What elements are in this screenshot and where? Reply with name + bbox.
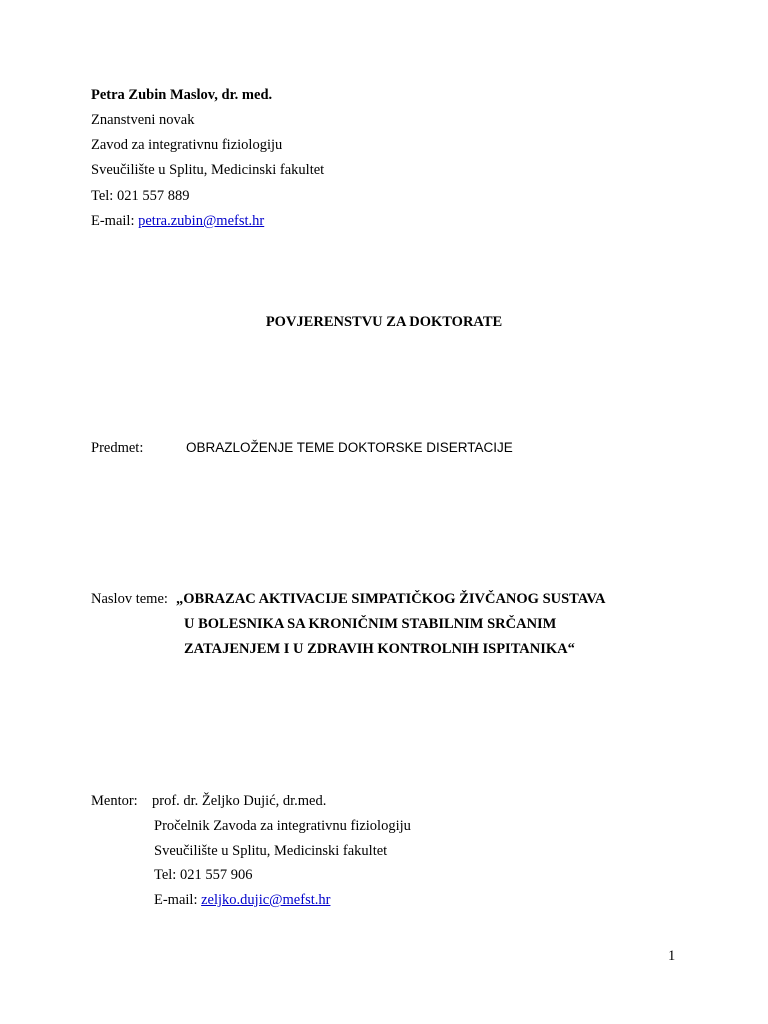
- sender-tel: Tel: 021 557 889: [91, 188, 190, 204]
- sender-position: Znanstveni novak: [91, 112, 195, 128]
- title-label: Naslov teme:: [91, 591, 168, 607]
- page-number: 1: [668, 948, 676, 964]
- mentor-email-line: [154, 891, 330, 909]
- recipient-heading: POVJERENSTVU ZA DOKTORATE: [265, 314, 503, 330]
- mentor-name: prof. dr. Željko Dujić, dr.med.: [152, 793, 327, 809]
- mentor-email-label: E-mail:: [154, 892, 202, 908]
- sender-email-label: E-mail:: [91, 213, 139, 229]
- subject-label: Predmet:: [91, 440, 144, 456]
- title-line-1: „OBRAZAC AKTIVACIJE SIMPATIČKOG ŽIVČANOG SUSTAVA: [176, 591, 606, 607]
- mentor-tel: Tel: 021 557 906: [154, 867, 253, 883]
- mentor-email-link[interactable]: zeljko.dujic@mefst.hr: [201, 892, 331, 908]
- sender-email-line: [91, 212, 264, 230]
- title-line-2: U BOLESNIKA SA KRONIČNIM STABILNIM SRČANIM: [184, 616, 557, 632]
- mentor-position: Pročelnik Zavoda za integrativnu fiziologiju: [154, 818, 411, 834]
- sender-name: Petra Zubin Maslov, dr. med.: [91, 87, 273, 103]
- subject-value: OBRAZLOŽENJE TEME DOKTORSKE DISERTACIJE: [186, 440, 513, 455]
- mentor-label: Mentor:: [91, 793, 138, 809]
- sender-email-link[interactable]: petra.zubin@mefst.hr: [138, 213, 265, 229]
- sender-institution: Sveučilište u Splitu, Medicinski fakultet: [91, 162, 325, 178]
- mentor-institution: Sveučilište u Splitu, Medicinski fakultet: [154, 843, 388, 859]
- title-line-3: ZATAJENJEM I U ZDRAVIH KONTROLNIH ISPITANIKA“: [184, 641, 575, 657]
- sender-department: Zavod za integrativnu fiziologiju: [91, 137, 283, 153]
